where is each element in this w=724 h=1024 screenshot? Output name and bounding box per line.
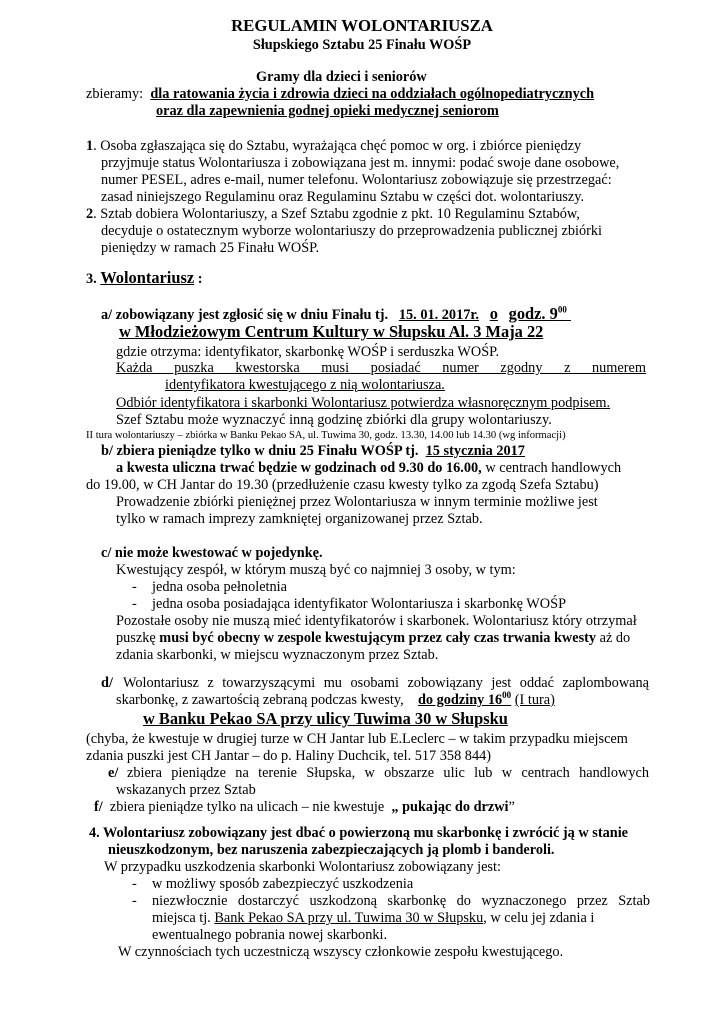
motto: Gramy dla dzieci i seniorów [256, 69, 427, 85]
return-deadline: do godziny $16^{00}$ [417, 690, 512, 708]
other-hour-note: Szef Sztabu może wyznaczyć inną godzinę zbiórki dla grupy wolontariuszy. [116, 412, 552, 428]
section-2-line-2: decyduje o ostatecznym wyborze wolontariuszy do przeprowadzenia publicznej zbiórki [101, 223, 602, 239]
team-requirement: Kwestujący zespół, w którym muszą być co najmniej 3 osoby, w tym: [116, 562, 516, 578]
damage-item-2-line-3: ewentualnego pobrania nowej skarbonki. [152, 927, 388, 943]
team-item-1: - [132, 579, 137, 595]
final-date: 15. 01. 2017r. [398, 307, 479, 323]
section-3f-line: f/ zbiera pieniądze tylko na ulicach – nie kwestuje „ pukając do drzwi” [94, 799, 515, 815]
second-round-return-2: zdania puszki jest CH Jantar – do p. Haliny Duchcik, tel. 517 358 844) [86, 748, 491, 764]
meeting-place: w Młodzieżowym Centrum Kultury w Słupsku Al. 3 Maja 22 [119, 322, 544, 341]
mall-hours: do 19.00, w CH Jantar do 19.30 (przedłużenie czasu kwesty tylko za zgodą Szefa Sztabu) [86, 477, 599, 493]
second-round-note: II tura wolontariuszy – zbiórka w Banku Pekao SA, ul. Tuwima 30, godz. 13.30, 14.00 lub 14.30 (wg informacji) [86, 430, 566, 441]
damaged-box-return-place: Bank Pekao SA przy ul. Tuwima 30 w Słupsku [214, 910, 484, 926]
section-1-line-2: przyjmuje status Wolontariusza i zobowiązana jest m. innymi: podać swoje dane osobowe, [101, 155, 620, 171]
section-4-heading-2: nieuszkodzonym, bez naruszenia zabezpieczających ją plomb i banderoli. [108, 842, 555, 858]
receipt-confirmation: Odbiór identyfikatora i skarbonki Wolontariusz potwierdza własnoręcznym podpisem. [116, 395, 611, 411]
section-3a-lead: a/ zobowiązany jest zgłosić się w dniu Finału tj. [101, 307, 389, 323]
section-2-line-1: 2. Sztab dobiera Wolontariuszy, a Szef Sztabu zgodnie z pkt. 10 Regulaminu Sztabów, [86, 206, 580, 222]
section-1-line-1: 1. Osoba zgłaszająca się do Sztabu, wyrażająca chęć pomoc w org. i zbiórce pieniędzy [86, 138, 582, 154]
section-3b-line-2: a kwesta uliczna trwać będzie w godzinach od 9.30 do 16.00, w centrach handlowych [116, 460, 622, 476]
section-2-line-3: pieniędzy w ramach 25 Finału WOŚP. [101, 240, 320, 256]
purpose-children: dla ratowania życia i zdrowia dzieci na oddziałach ogólnopediatrycznych [150, 86, 595, 102]
section-3b-lead: b/ zbiera pieniądze tylko w dniu 25 Finału WOŚP tj. [101, 443, 419, 459]
box-number-rule: Każda puszka kwestorska musi posiadać numer zgodny z numerem [116, 360, 646, 376]
receives-items: gdzie otrzyma: identyfikator, skarbonkę WOŚP i serduszka WOŚP. [116, 344, 500, 360]
purpose-seniors: oraz dla zapewnienia godnej opieki medycznej seniorom [156, 103, 499, 119]
document-title: REGULAMIN WOLONTARIUSZA [231, 16, 493, 35]
other-term-line-1: Prowadzenie zbiórki pieniężnej przez Wolontariusza w innym terminie możliwe jest [116, 494, 598, 510]
damage-item-1: - [132, 876, 137, 892]
team-participation: W czynnościach tych uczestniczą wszyscy członkowie zespołu kwestującego. [118, 944, 564, 960]
section-3f-lead: f/ [94, 799, 103, 815]
section-1-line-3: numer PESEL, adres e-mail, numer telefonu. Wolontariusz zobowiązuje się przestrzegać: [101, 172, 612, 188]
damage-item-2-line-1: niezwłocznie dostarczyć uszkodzoną skarbonkę do wyznaczonego przez Sztab [152, 893, 650, 909]
section-4-heading-1: 4. Wolontariusz zobowiązany jest dbać o powierzoną mu skarbonkę i zwrócić ją w stanie [89, 825, 629, 841]
team-item-1-text: jedna osoba pełnoletnia [152, 579, 287, 595]
return-bank: w Banku Pekao SA przy ulicy Tuwima 30 w Słupsku [143, 709, 508, 728]
damage-item-2-line-2: miejsca tj. Bank Pekao SA przy ul. Tuwima 30 w Słupsku, w celu jej zdania i [152, 910, 595, 926]
section-3-heading: 3. Wolontariusz : [86, 268, 203, 287]
presence-requirement: musi być obecny w zespole kwestującym przez cały czas trwania kwesty [159, 630, 597, 646]
team-rest-line-2: puszkę musi być obecny w zespole kwestującym przez cały czas trwania kwesty aż do [116, 630, 631, 646]
section-3d-line-2: skarbonkę, z zawartością zebraną podczas kwesty, do godziny $16^{00}$ (I tura) [116, 690, 555, 708]
section-2-number: 2 [86, 206, 94, 222]
purpose-prefix: zbieramy: [86, 86, 144, 102]
document-subtitle: Słupskiego Sztabu 25 Finału WOŚP [252, 37, 472, 53]
section-3-number: 3 [86, 271, 94, 287]
team-item-2: - [132, 596, 137, 612]
damage-intro: W przypadku uszkodzenia skarbonki Wolontariusz zobowiązany jest: [104, 859, 501, 875]
section-3-title: Wolontariusz [100, 268, 195, 287]
second-round-return-1: (chyba, że kwestuje w drugiej turze w CH Jantar lub E.Leclerc – w takim przypadku miejscem [86, 731, 628, 747]
damage-item-1-text: w możliwy sposób zabezpieczyć uszkodzenia [152, 876, 414, 892]
team-item-2-text: jedna osoba posiadająca identyfikator Wolontariusza i skarbonkę WOŚP [152, 596, 567, 612]
section-3d-lead: d/ [101, 675, 113, 691]
section-3b-line-1 [101, 443, 539, 460]
purpose-line-1 [86, 86, 594, 103]
street-hours: a kwesta uliczna trwać będzie w godzinach od 9.30 do 16.00, [116, 460, 482, 476]
section-3a-line-1: a/ zobowiązany jest zgłosić się w dniu Finału tj. 15. 01. 2017r. o godz. $9^{00}$ [101, 304, 571, 324]
damage-item-2: - [132, 893, 137, 909]
section-3e-line-1: zbiera pieniądze na terenie Słupska, w obszarze ulic lub w centrach handlowych [127, 765, 649, 781]
section-3e-lead: e/ [108, 765, 119, 781]
section-3c-lead: c/ nie może kwestować w pojedynkę. [101, 545, 323, 561]
section-1-number: 1 [86, 138, 94, 154]
other-term-line-2: tylko w ramach imprezy zamkniętej organizowanej przez Sztab. [116, 511, 483, 527]
team-rest-line-1: Pozostałe osoby nie muszą mieć identyfikatorów i skarbonek. Wolontariusz który otrzymał [116, 613, 637, 629]
meeting-hour: godz. $9^{00}$ [508, 304, 567, 323]
door-to-door-quote: „ pukając do drzwi [391, 799, 509, 815]
section-3d-line-1: Wolontariusz z towarzyszącymi mu osobami zobowiązany jest oddać zaplombowaną [123, 675, 649, 691]
team-rest-line-3: zdania skarbonki, w miejscu wyznaczonym przez Sztab. [116, 647, 439, 663]
box-number-rule-cont: identyfikatora kwestującego z nią wolontariusza. [165, 377, 445, 393]
collection-date: 15 stycznia 2017 [425, 443, 525, 459]
section-1-line-4: zasad niniejszego Regulaminu oraz Regulaminu Sztabu w części dot. wolontariuszy. [101, 189, 585, 205]
section-3e-line-2: wskazanych przez Sztab [116, 782, 256, 798]
